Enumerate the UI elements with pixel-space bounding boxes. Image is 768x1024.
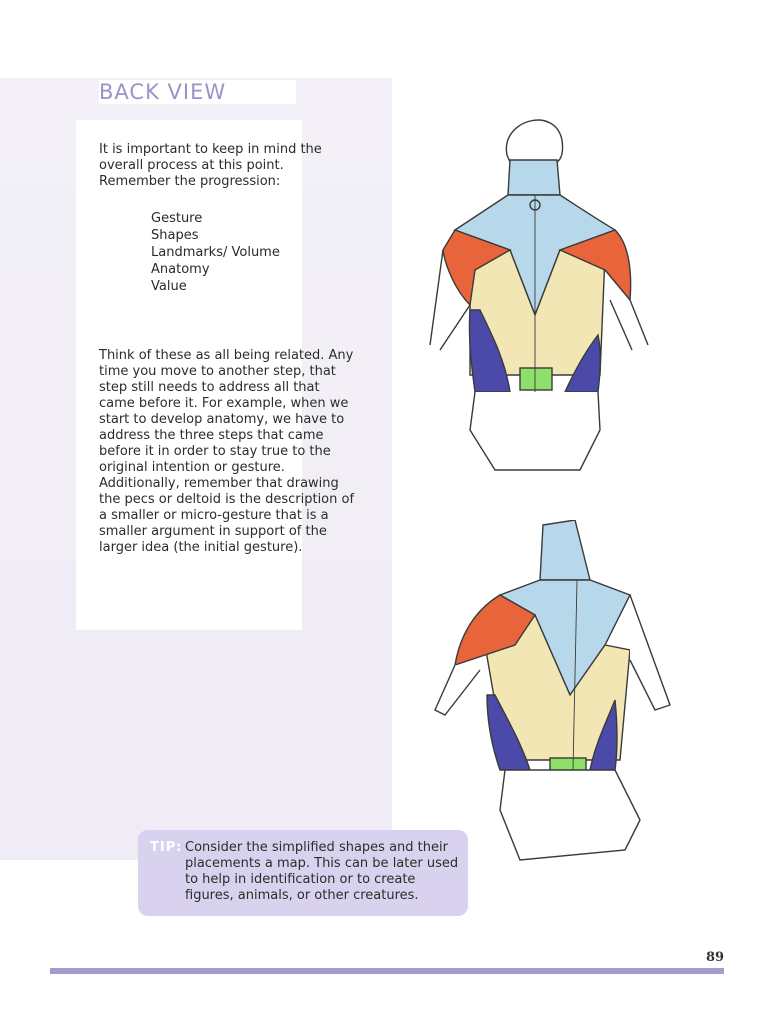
back-view-figure-bottom: [425, 520, 685, 865]
list-item: Anatomy: [151, 262, 210, 277]
body-paragraph: Think of these as all being related. Any time you move to another step, that step still needs to address all that came before it. For example, when we start to develop anatomy, we have to address the three steps that came before it in order to stay true to the original intention or gesture. Additionally, remember that drawing the pecs or deltoid is the description of a smaller or micro-gesture that is a smaller argument in support of the larger idea (the initial gesture).: [99, 348, 355, 555]
list-item: Value: [151, 279, 187, 294]
neck-shape: [508, 160, 560, 195]
tip-label: TIP:: [150, 840, 183, 855]
tip-box: [138, 830, 468, 916]
intro-paragraph: It is important to keep in mind the overall process at this point. Remember the progression:: [99, 142, 322, 189]
tip-text: Consider the simplified shapes and their placements a map. This can be later used to help in identification or to create figures, animals, or other creatures.: [185, 840, 459, 903]
footer-rule: [50, 968, 724, 974]
back-view-figure-top: [410, 100, 660, 480]
page-number: 89: [706, 950, 725, 965]
neck-shape: [540, 520, 590, 580]
list-item: Gesture: [151, 211, 203, 226]
list-item: Shapes: [151, 228, 199, 243]
lumbar-shape: [520, 368, 552, 390]
progression-list: [151, 210, 280, 295]
list-item: Landmarks/ Volume: [151, 245, 280, 260]
page-title: BACK VIEW: [99, 80, 296, 104]
